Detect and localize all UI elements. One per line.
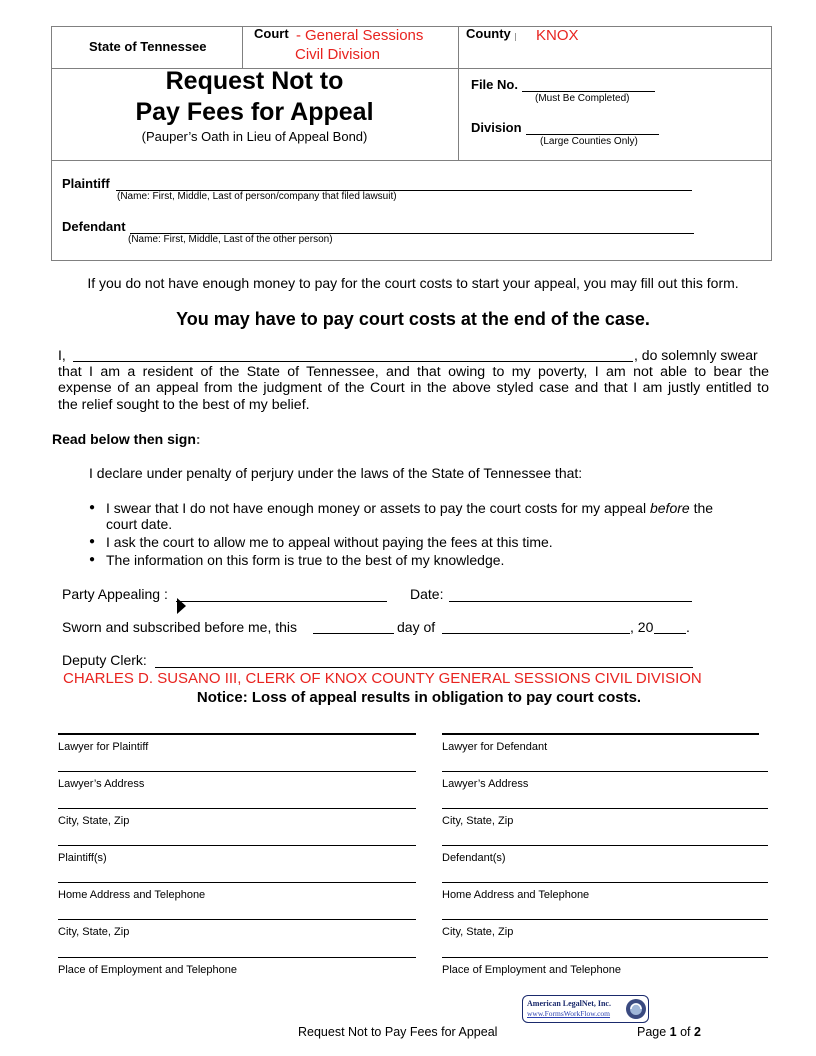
declaration-item-1-text: I swear that I do not have enough money or assets to pay the court costs for my appeal bbox=[106, 500, 650, 516]
declaration-item-1 bbox=[106, 500, 713, 516]
date-label: Date: bbox=[410, 586, 444, 602]
company-logo[interactable] bbox=[522, 995, 649, 1023]
notice-text: Notice: Loss of appeal results in obligation to pay court costs. bbox=[196, 689, 642, 706]
deputy-clerk-field[interactable] bbox=[155, 667, 693, 668]
form-subtitle: (Pauper’s Oath in Lieu of Appeal Bond) bbox=[141, 129, 368, 144]
header-divider bbox=[242, 26, 243, 68]
sig-label-left: Place of Employment and Telephone bbox=[58, 964, 237, 976]
signature-line[interactable] bbox=[58, 882, 416, 883]
defendant-note: (Name: First, Middle, Last of the other person) bbox=[128, 234, 333, 245]
sig-label-left: Lawyer’s Address bbox=[58, 778, 145, 790]
sig-label-left: City, State, Zip bbox=[58, 815, 130, 827]
oath-line: that I am a resident of the State of Tennessee, and that owing to my poverty, I am not able to bear the bbox=[58, 364, 769, 380]
plaintiff-note: (Name: First, Middle, Last of person/company that filed lawsuit) bbox=[117, 191, 397, 202]
sig-label-right: City, State, Zip bbox=[442, 926, 514, 938]
declaration-text: I declare under penalty of perjury under the laws of the State of Tennessee that: bbox=[89, 465, 583, 481]
logo-url[interactable]: www.FormsWorkFlow.com bbox=[527, 1009, 611, 1018]
bullet-icon: ● bbox=[89, 502, 96, 513]
declaration-item-2: I ask the court to allow me to appeal without paying the fees at this time. bbox=[106, 534, 553, 550]
division-note: (Large Counties Only) bbox=[540, 136, 638, 147]
file-no-field[interactable] bbox=[522, 91, 655, 92]
sig-label-right: City, State, Zip bbox=[442, 815, 514, 827]
header-divider bbox=[51, 160, 772, 161]
party-appealing-field[interactable] bbox=[176, 601, 387, 602]
date-field[interactable] bbox=[449, 601, 692, 602]
bullet-icon: ● bbox=[89, 554, 96, 565]
signature-line[interactable] bbox=[58, 957, 416, 958]
defendant-label: Defendant bbox=[62, 219, 126, 234]
bullet-icon: ● bbox=[89, 536, 96, 547]
party-appealing-label: Party Appealing : bbox=[62, 586, 168, 602]
declaration-item-1-emphasis: before bbox=[649, 500, 690, 516]
division-field[interactable] bbox=[526, 134, 659, 135]
footer-form-name: Request Not to Pay Fees for Appeal bbox=[298, 1025, 498, 1039]
signature-line[interactable] bbox=[442, 957, 768, 958]
sig-label-right: Home Address and Telephone bbox=[442, 889, 590, 901]
court-separator: - bbox=[296, 27, 301, 44]
signature-line[interactable] bbox=[442, 845, 768, 846]
division-label: Division bbox=[471, 120, 522, 135]
plaintiff-label: Plaintiff bbox=[62, 176, 110, 191]
file-no-note: (Must Be Completed) bbox=[535, 93, 630, 104]
court-value-line1[interactable]: General Sessions bbox=[305, 27, 424, 44]
page-current: 1 bbox=[669, 1025, 677, 1039]
signature-line[interactable] bbox=[442, 919, 768, 920]
signature-line[interactable] bbox=[442, 808, 768, 809]
declaration-item-3: The information on this form is true to the best of my knowledge. bbox=[106, 552, 505, 568]
page-prefix: Page bbox=[637, 1025, 670, 1039]
form-title-line2: Pay Fees for Appeal bbox=[135, 98, 374, 126]
signature-line[interactable] bbox=[58, 845, 416, 846]
signature-line[interactable] bbox=[58, 808, 416, 809]
sig-label-left: Lawyer for Plaintiff bbox=[58, 741, 149, 753]
page-total: 2 bbox=[694, 1025, 701, 1039]
globe-icon bbox=[625, 998, 647, 1020]
file-no-label: File No. bbox=[471, 77, 518, 92]
oath-end: , do solemnly swear bbox=[634, 347, 758, 363]
signature-line[interactable] bbox=[58, 733, 416, 735]
read-sign-colon: : bbox=[195, 431, 201, 447]
text-cursor-icon bbox=[515, 33, 516, 41]
oath-name-field[interactable] bbox=[73, 361, 633, 362]
sworn-year-field[interactable] bbox=[654, 633, 686, 634]
county-value[interactable]: KNOX bbox=[536, 27, 579, 44]
sworn-day-field[interactable] bbox=[313, 633, 394, 634]
intro-text: If you do not have enough money to pay for the court costs to start your appeal, you may fill out this form. bbox=[87, 275, 739, 291]
sig-label-left: Plaintiff(s) bbox=[58, 852, 107, 864]
sig-label-right: Place of Employment and Telephone bbox=[442, 964, 621, 976]
oath-line: expense of an appeal from the judgment of the Court in the above styled case and that I am justly entitled to bbox=[58, 380, 769, 396]
signature-line[interactable] bbox=[58, 919, 416, 920]
signature-line[interactable] bbox=[442, 882, 768, 883]
deputy-clerk-label: Deputy Clerk: bbox=[62, 652, 147, 668]
cost-warning: You may have to pay court costs at the end of the case. bbox=[176, 309, 650, 329]
sworn-month-field[interactable] bbox=[442, 633, 630, 634]
logo-company: American LegalNet, Inc. bbox=[527, 999, 611, 1008]
read-sign-text: Read below then sign bbox=[52, 431, 196, 447]
header-divider bbox=[458, 26, 459, 160]
state-label: State of Tennessee bbox=[89, 39, 207, 54]
year-suffix: . bbox=[686, 619, 690, 635]
sig-label-right: Defendant(s) bbox=[442, 852, 506, 864]
day-of-label: day of bbox=[397, 619, 436, 635]
sworn-label: Sworn and subscribed before me, this bbox=[62, 619, 298, 635]
sig-label-right: Lawyer’s Address bbox=[442, 778, 529, 790]
year-prefix: , 20 bbox=[630, 619, 654, 635]
page-indicator bbox=[637, 1025, 701, 1039]
court-value-line2[interactable]: Civil Division bbox=[295, 46, 381, 63]
oath-line: the relief sought to the best of my belief. bbox=[58, 397, 310, 413]
page-of: of bbox=[676, 1025, 694, 1039]
oath-start: I, bbox=[58, 347, 66, 363]
declaration-item-1-end: the bbox=[689, 500, 714, 516]
court-label: Court bbox=[254, 26, 289, 41]
sig-label-right: Lawyer for Defendant bbox=[442, 741, 548, 753]
clerk-name[interactable]: CHARLES D. SUSANO III, CLERK OF KNOX COUNTY GENERAL SESSIONS CIVIL DIVISION bbox=[63, 670, 702, 687]
read-sign-heading bbox=[52, 431, 201, 447]
sig-label-left: City, State, Zip bbox=[58, 926, 130, 938]
signature-line[interactable] bbox=[442, 733, 759, 735]
signature-line[interactable] bbox=[58, 771, 416, 772]
signature-line[interactable] bbox=[442, 771, 768, 772]
county-label: County bbox=[466, 26, 511, 41]
sig-label-left: Home Address and Telephone bbox=[58, 889, 206, 901]
declaration-item-1-line2: court date. bbox=[106, 516, 173, 532]
form-title-line1: Request Not to bbox=[165, 67, 344, 95]
